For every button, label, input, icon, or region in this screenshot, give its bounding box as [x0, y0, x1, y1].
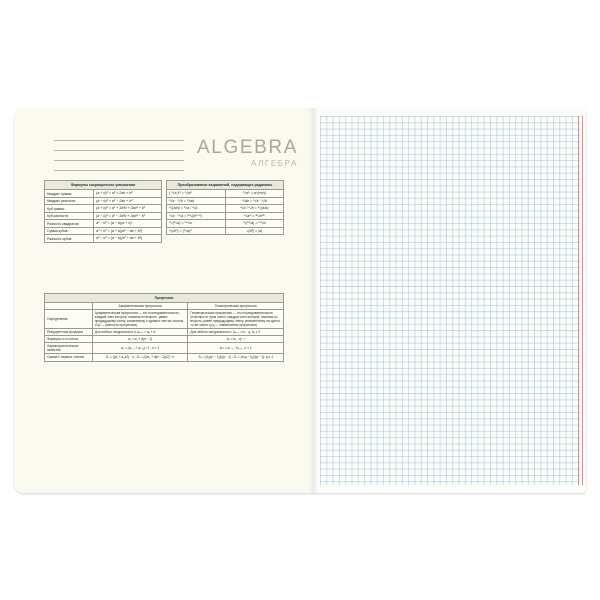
row-formula: a³ − b³ = (a − b)(a² + ab + b²) [94, 235, 162, 242]
cell-arithmetic: Sₙ = ((a₁ + aₙ)/2) · n ; Sₙ = ((2a₁ + d(n − 1))/2) · n [92, 354, 188, 361]
col-head-geometric: Геометрическая прогрессия [188, 303, 284, 310]
page-fold-shadow [308, 108, 322, 493]
margin-line [578, 116, 579, 485]
cell-arithmetic: Для любого натурального n: aₙ₊₁ = aₙ + d [92, 329, 188, 336]
table-row [45, 343, 284, 354]
radical-right: ⁿ√(ᵐ√a) = ᵐⁿ√a [225, 220, 284, 227]
table-row [167, 212, 284, 219]
radical-right: ⁿ√aᵐ = a^(m/n) [225, 190, 284, 197]
table-row [167, 227, 284, 234]
row-formula: (a + b)³ = a³ + 3a²b + 3ab² + b³ [94, 205, 162, 212]
row-formula: (a − b)³ = a³ − 3a²b + 3ab² − b³ [94, 212, 162, 219]
radical-left: ( ⁿ√a )ᵐ = ⁿ√aᵐ [167, 190, 226, 197]
table-header: Прогрессии [45, 294, 284, 303]
radical-right: ⁿ√aᵐ = ⁿᵏ√aᵐᵏ [225, 212, 284, 219]
ruled-line [54, 150, 184, 151]
row-formula: a³ + b³ = (a + b)(a² − ab + b²) [94, 227, 162, 234]
cell-geometric: Sₙ = (b₁(qⁿ − 1))/(q − 1) ; Sₙ = (bₙq − b₁)/(q − 1), q ≠ 1 [188, 354, 284, 361]
table-head-row [45, 303, 284, 310]
title-main: ALGEBRA [197, 137, 298, 158]
table-row [45, 220, 162, 227]
col-head-arithmetic: Арифметическая прогрессия [92, 303, 188, 310]
radical-left: ⁿ√a · ᵐ√a = ⁿᵐ√(aᵐ⁺ⁿ) [167, 212, 226, 219]
radical-right: ⁿ√a / ⁿ√b = ⁿ√(a/b) [225, 205, 284, 212]
col-head-blank [45, 303, 93, 310]
row-label: Квадрат суммы: [45, 190, 94, 197]
row-formula: a² − b² = (a − b)(a + b) [94, 220, 162, 227]
table-row [45, 227, 162, 234]
notebook-spread [14, 108, 586, 493]
right-page [314, 108, 586, 493]
table-row [167, 190, 284, 197]
table-row [167, 197, 284, 204]
table-header: Преобразование выражений, содержащих радикалы [167, 181, 284, 190]
table-row [45, 336, 284, 343]
ruled-line [54, 140, 184, 141]
title-sub: АЛГЕБРА [250, 159, 298, 168]
margin-line [582, 116, 583, 485]
radical-left: ⁿ√(aᵐ) = (ⁿ√a)ᵐ [167, 227, 226, 234]
table-row [45, 329, 284, 336]
radical-left: ⁿ√a · ⁿ√b = ⁿ√ab [167, 197, 226, 204]
row-label: Рекуррентная формула [45, 329, 93, 336]
table-radical-transformations [166, 180, 284, 235]
row-label: Куб разности: [45, 212, 94, 219]
table-row [167, 220, 284, 227]
ruled-line [54, 170, 184, 171]
row-formula: (a − b)² = a² − 2ab + b² [94, 197, 162, 204]
header-ruled-lines [54, 140, 184, 180]
table-header: Формулы сокращенного умножения [45, 181, 162, 190]
row-formula: (a + b)² = a² + 2ab + b² [94, 190, 162, 197]
page-title [197, 138, 298, 168]
ruled-line [54, 160, 184, 161]
radical-left: ᵐ√(ⁿ√a) = ᵐⁿ√a [167, 220, 226, 227]
row-label: Разность кубов: [45, 235, 94, 242]
table-row [45, 354, 284, 361]
table-row [45, 235, 162, 242]
table-abridged-multiplication [44, 180, 162, 243]
row-label: Характеристическое свойство [45, 343, 93, 354]
radical-right: √(a²) = |a| [225, 227, 284, 234]
cell-arithmetic: Арифметическая прогрессия — это последовательность, каждый член которой, начиная со второго, равен предыдущему члену, сложенному с одним и тем же числом d (d — разность прогрессии) [92, 310, 188, 329]
table-progressions [44, 293, 284, 362]
radical-left: ⁿ√(a/b) = ⁿ√a / ⁿ√b [167, 205, 226, 212]
row-label: Определение [45, 310, 93, 329]
cell-arithmetic: aₙ = (aₙ₋₁ + aₙ₊₁) / 2 , n > 1 [92, 343, 188, 354]
row-label: Формула n-го члена [45, 336, 93, 343]
row-label: Квадрат разности: [45, 197, 94, 204]
cell-arithmetic: aₙ = a₁ + d(n − 1) [92, 336, 188, 343]
table-row [45, 212, 162, 219]
table-row [167, 205, 284, 212]
cell-geometric: bₙ = b₁ · qⁿ⁻¹ [188, 336, 284, 343]
cell-geometric: bₙ² = bₙ₋₁ · bₙ₊₁ , n > 1 [188, 343, 284, 354]
row-label: Сумма кубов: [45, 227, 94, 234]
table-row [45, 310, 284, 329]
row-label: Куб суммы: [45, 205, 94, 212]
radical-right: ⁿ√ab = ⁿ√a · ⁿ√b [225, 197, 284, 204]
table-row [45, 190, 162, 197]
row-label: Разность квадратов: [45, 220, 94, 227]
graph-paper-grid [320, 116, 580, 485]
table-row [45, 197, 162, 204]
row-label: Сумма n первых членов [45, 354, 93, 361]
cell-geometric: Для любого натурального n: bₙ₊₁ = bₙ · q, bₙ ≠ 0 [188, 329, 284, 336]
cell-geometric: Геометрическая прогрессия — это последовательность отличных от нуля чисел, каждый член которой, начиная со второго, равен предыдущему члену, умноженному на одно и то же число q (q — знаменатель прогрессии) [188, 310, 284, 329]
table-row [45, 205, 162, 212]
left-page [14, 108, 314, 493]
